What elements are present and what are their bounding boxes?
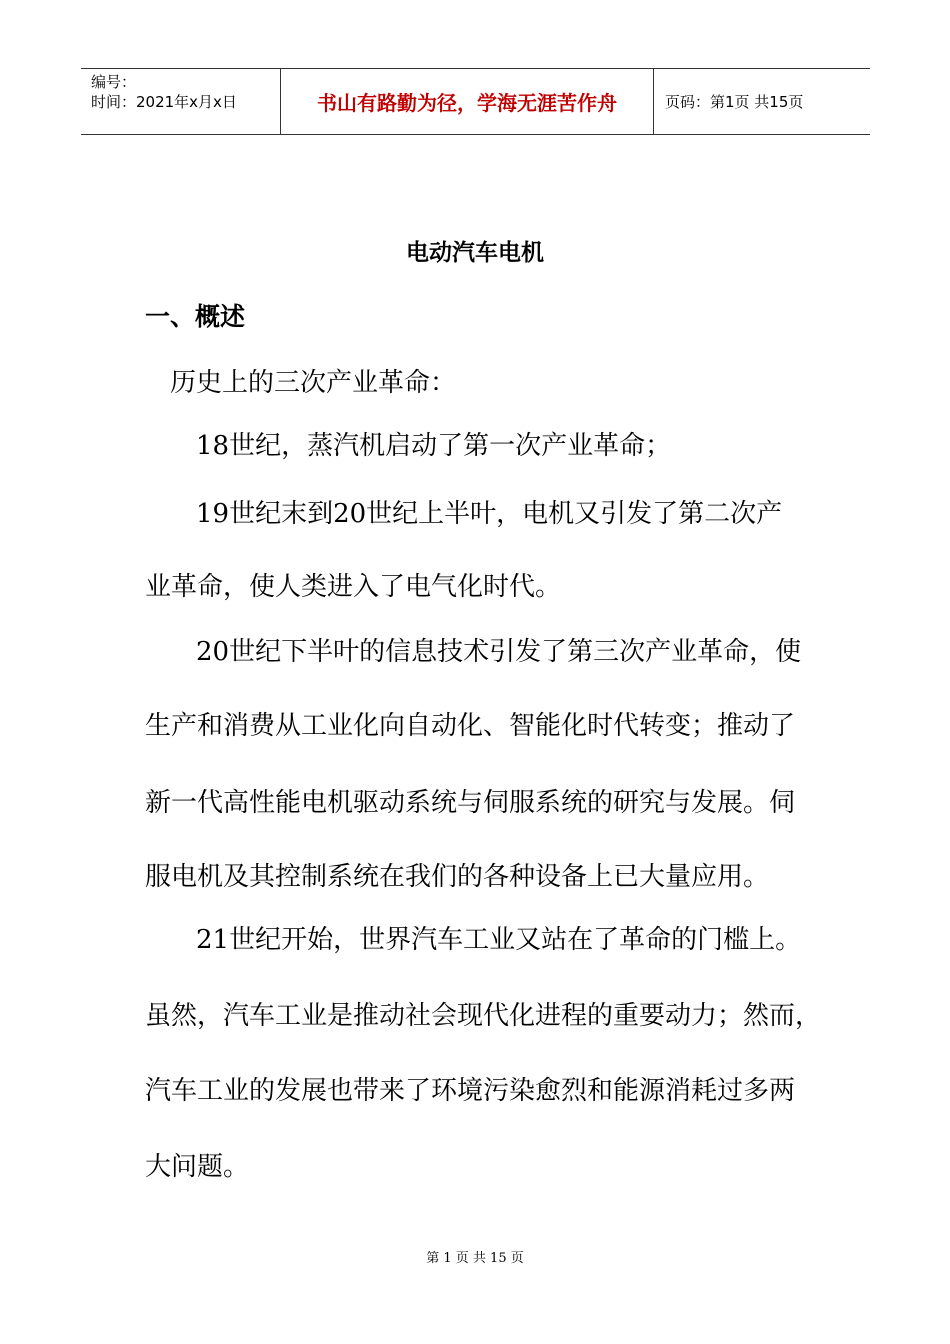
paragraph-line: 18世纪，蒸汽机启动了第一次产业革命； xyxy=(196,431,672,461)
header-meta-cell xyxy=(81,69,281,134)
document-header xyxy=(81,68,870,135)
paragraph-line: 大问题。 xyxy=(145,1152,250,1182)
header-page-info: 页码：第1页 共15页 xyxy=(665,93,804,111)
paragraph-line: 新一代高性能电机驱动系统与伺服系统的研究与发展。伺 xyxy=(145,788,796,818)
document-number-label: 编号： xyxy=(91,73,137,91)
document-date-label: 时间：2021年x月x日 xyxy=(91,93,237,111)
paragraph-line: 19世纪末到20世纪上半叶，电机又引发了第二次产 xyxy=(196,499,783,529)
paragraph-line: 服电机及其控制系统在我们的各种设备上已大量应用。 xyxy=(145,862,770,892)
section-heading: 一、概述 xyxy=(145,302,246,331)
document-title: 电动汽车电机 xyxy=(406,239,544,266)
paragraph-line: 生产和消费从工业化向自动化、智能化时代转变；推动了 xyxy=(145,711,796,741)
header-motto: 书山有路勤为径，学海无涯苦作舟 xyxy=(281,69,654,134)
paragraph-line: 21世纪开始，世界汽车工业又站在了革命的门槛上。 xyxy=(196,925,802,955)
paragraph-line: 汽车工业的发展也带来了环境污染愈烈和能源消耗过多两 xyxy=(145,1076,796,1106)
paragraph-line: 虽然，汽车工业是推动社会现代化进程的重要动力；然而， xyxy=(145,1001,822,1031)
page-footer: 第 1 页 共 15 页 xyxy=(426,1251,524,1266)
paragraph-line: 20世纪下半叶的信息技术引发了第三次产业革命，使 xyxy=(196,637,802,667)
paragraph-line: 业革命，使人类进入了电气化时代。 xyxy=(145,572,562,602)
paragraph-line: 历史上的三次产业革命： xyxy=(170,368,457,398)
